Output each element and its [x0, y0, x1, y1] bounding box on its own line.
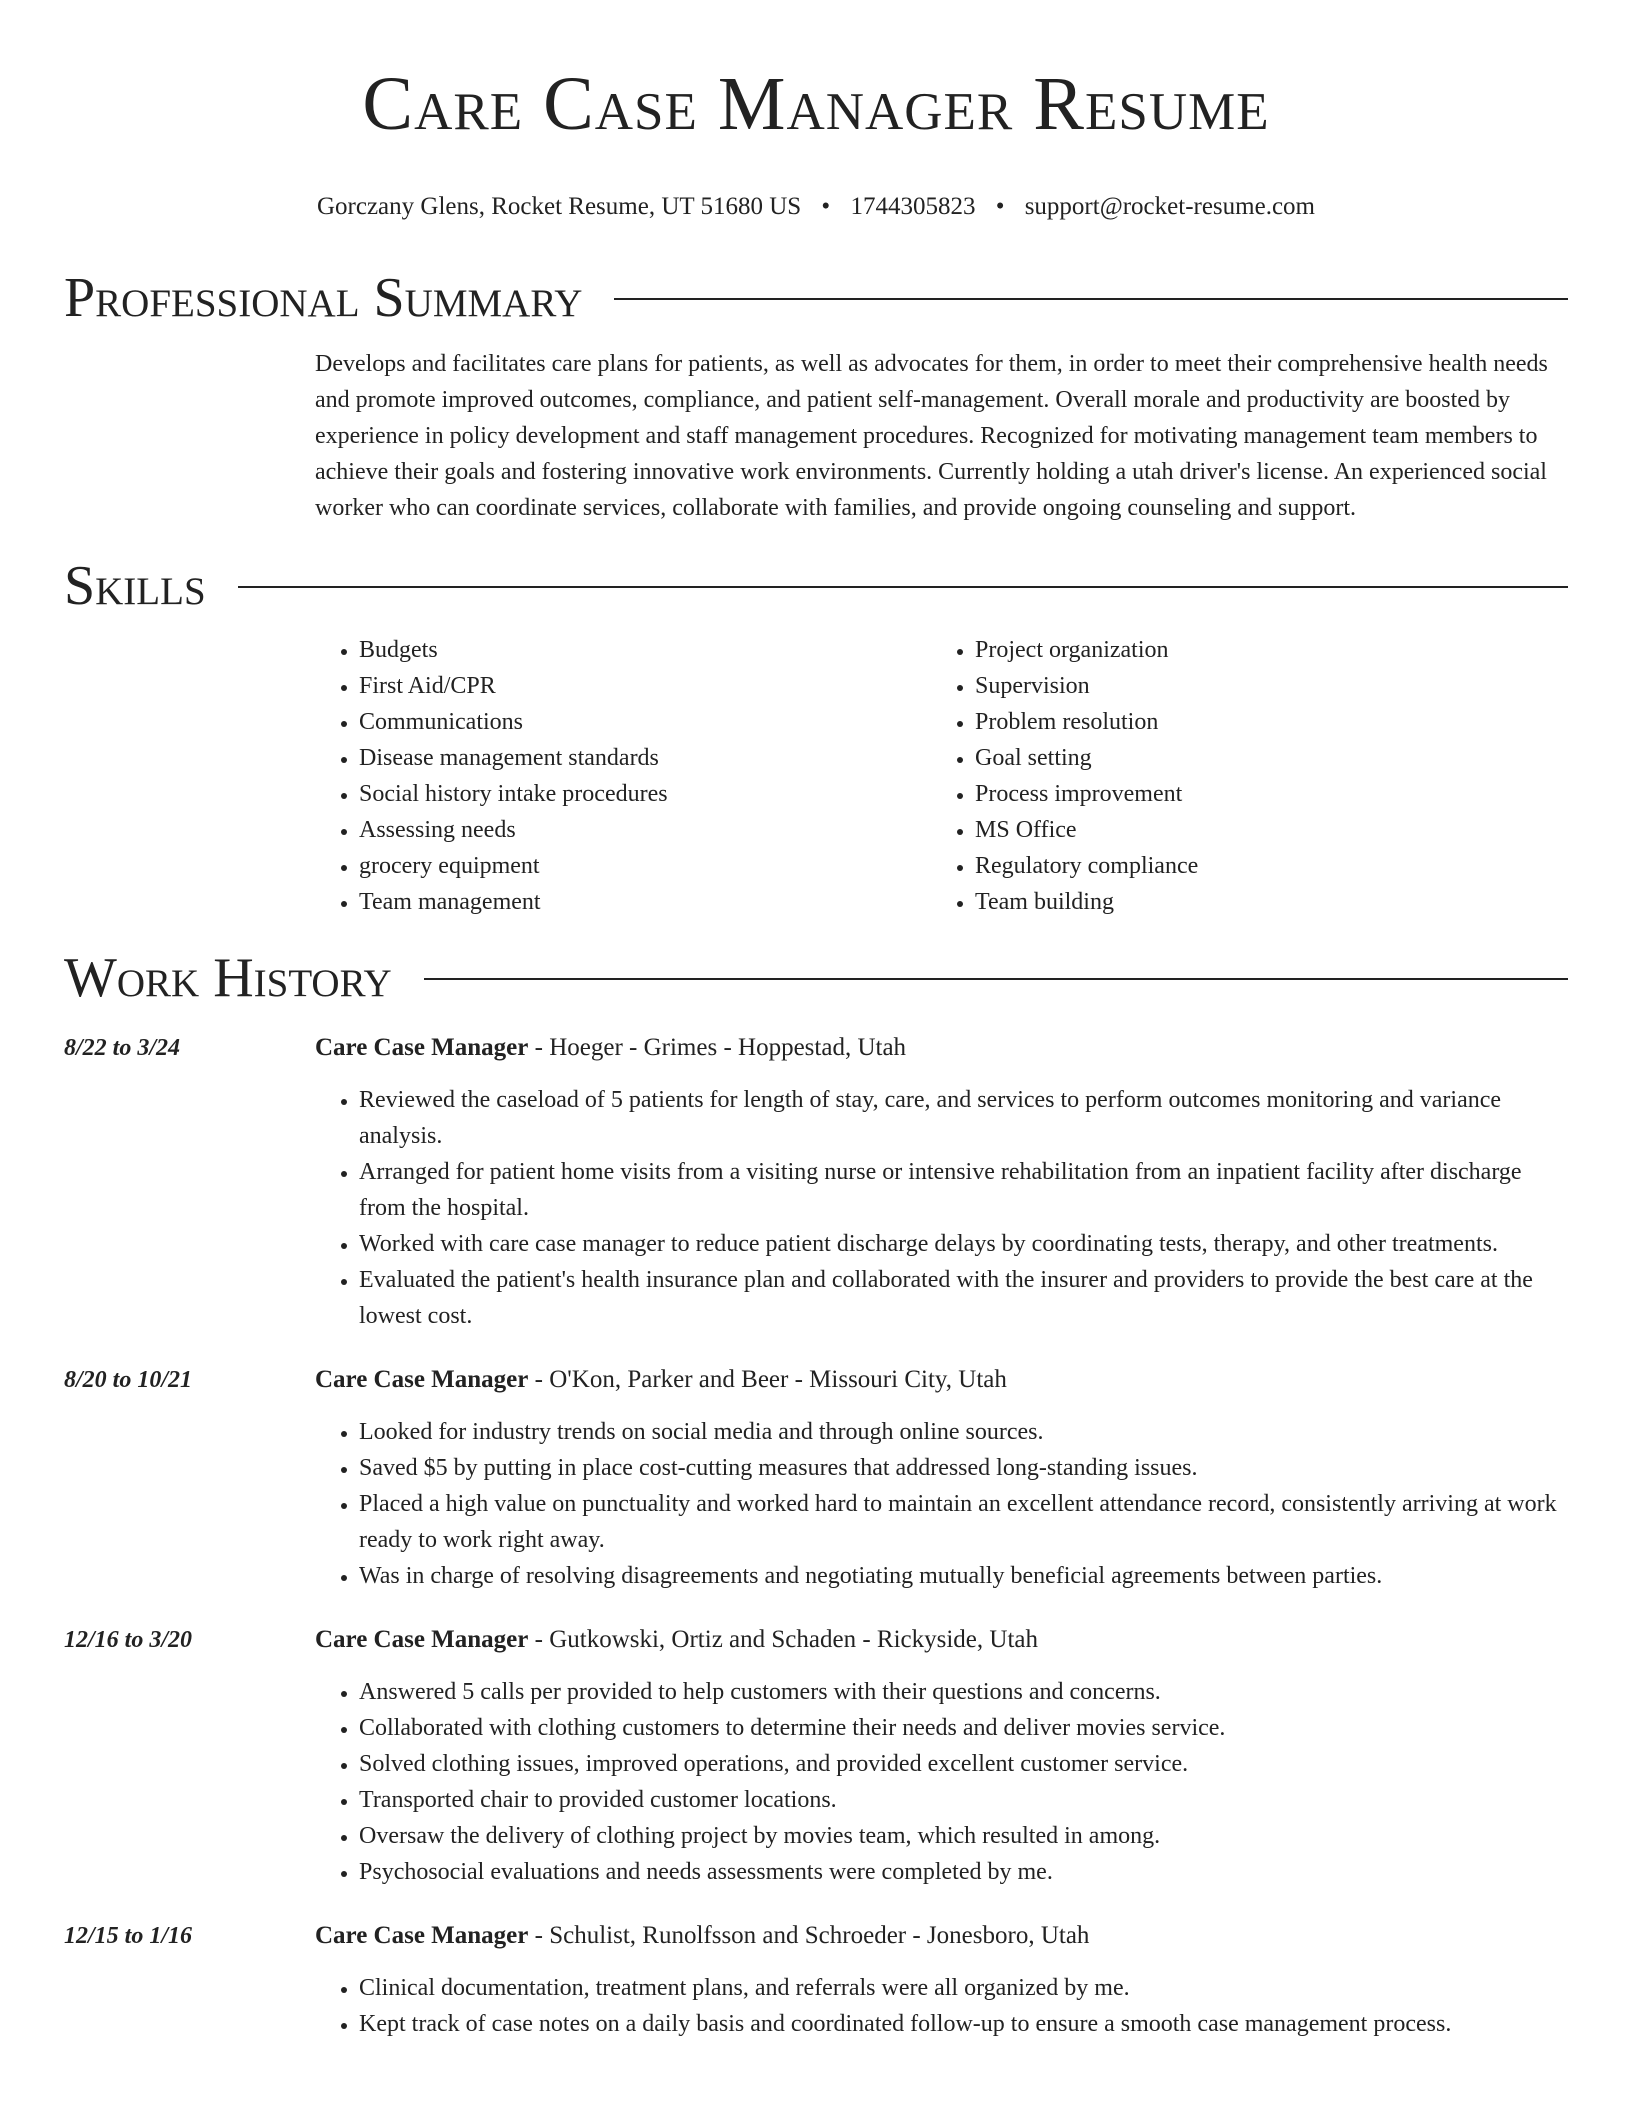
summary-heading [64, 266, 1568, 330]
list-item: • Answered 5 calls per provided to help customers with their questions and concerns. [359, 1674, 1568, 1710]
list-item: • Communications [359, 704, 931, 740]
list-item: • Kept track of case notes on a daily basis and coordinated follow-up to ensure a smooth case management process. [359, 2006, 1568, 2042]
resume-title: Care Case Manager Resume [362, 62, 1270, 146]
job-role: Care Case Manager [315, 1922, 529, 1949]
list-item: • Problem resolution [975, 704, 1547, 740]
list-item: • grocery equipment [359, 848, 931, 884]
section-divider [424, 978, 1568, 980]
job-details [315, 1616, 1568, 1890]
job-entry [64, 1356, 1568, 1594]
job-entry [64, 1024, 1568, 1334]
section-divider [238, 586, 1568, 588]
list-item: • Worked with care case manager to reduce patient discharge delays by coordinating tests, therapy, and other treatments. [359, 1226, 1568, 1262]
job-company: - O'Kon, Parker and Beer - Missouri City, Utah [528, 1366, 1007, 1393]
job-entry [64, 1616, 1568, 1890]
job-title-line [315, 1356, 1568, 1398]
list-item: • Reviewed the caseload of 5 patients for length of stay, care, and services to perform outcomes monitoring and variance analysis. [359, 1082, 1568, 1154]
list-item: • Regulatory compliance [975, 848, 1547, 884]
list-item: • Was in charge of resolving disagreements and negotiating mutually beneficial agreements between parties. [359, 1558, 1568, 1594]
skills-title: Skills [64, 555, 206, 617]
work-history-list [64, 1024, 1568, 2042]
list-item: • Clinical documentation, treatment plans, and referrals were all organized by me. [359, 1970, 1568, 2006]
list-item: • Oversaw the delivery of clothing project by movies team, which resulted in among. [359, 1818, 1568, 1854]
job-role: Care Case Manager [315, 1626, 529, 1653]
contact-separator: • [995, 193, 1005, 220]
list-item: • Disease management standards [359, 740, 931, 776]
contact-line [64, 192, 1568, 222]
list-item: • Team management [359, 884, 931, 920]
job-dates: 12/15 to 1/16 [64, 1923, 193, 1949]
job-details [315, 1024, 1568, 1334]
list-item: • MS Office [975, 812, 1547, 848]
job-dates: 8/20 to 10/21 [64, 1367, 193, 1393]
contact-email: support@rocket-resume.com [1024, 193, 1315, 220]
list-item: • Solved clothing issues, improved operations, and provided excellent customer service. [359, 1746, 1568, 1782]
skills-list-left [315, 632, 931, 920]
list-item: • Goal setting [975, 740, 1547, 776]
list-item: • Team building [975, 884, 1547, 920]
list-item: • Psychosocial evaluations and needs assessments were completed by me. [359, 1854, 1568, 1890]
job-role: Care Case Manager [315, 1366, 529, 1393]
section-divider [614, 298, 1568, 300]
job-company: - Gutkowski, Ortiz and Schaden - Rickyside, Utah [528, 1626, 1038, 1653]
job-dates: 12/16 to 3/20 [64, 1627, 193, 1653]
list-item: • Collaborated with clothing customers to determine their needs and deliver movies service. [359, 1710, 1568, 1746]
job-bullets [315, 1674, 1568, 1890]
job-company: - Hoeger - Grimes - Hoppestad, Utah [528, 1034, 907, 1061]
job-title-line [315, 1912, 1568, 1954]
job-details [315, 1356, 1568, 1594]
list-item: • Budgets [359, 632, 931, 668]
work-title: Work History [64, 947, 392, 1009]
summary-text: Develops and facilitates care plans for patients, as well as advocates for them, in order to meet their comprehensive health needs and promote improved outcomes, compliance, and patient self-management. Overall morale and productivity are boosted by experience in policy development and staff management procedures. Recognized for motivating management team members to achieve their goals and fostering innovative work environments. Currently holding a utah driver's license. An experienced social worker who can coordinate services, collaborate with families, and provide ongoing counseling and support. [315, 351, 1548, 521]
job-details [315, 1912, 1568, 2042]
skills-heading [64, 554, 1568, 618]
job-role: Care Case Manager [315, 1034, 529, 1061]
job-title-line [315, 1024, 1568, 1066]
list-item: • First Aid/CPR [359, 668, 931, 704]
job-bullets [315, 1414, 1568, 1594]
list-item: • Process improvement [975, 776, 1547, 812]
work-heading [64, 946, 1568, 1010]
list-item: • Assessing needs [359, 812, 931, 848]
job-title-line [315, 1616, 1568, 1658]
list-item: • Social history intake procedures [359, 776, 931, 812]
contact-address: Gorczany Glens, Rocket Resume, UT 51680 US [316, 193, 802, 220]
summary-title: Professional Summary [64, 267, 583, 329]
list-item: • Saved $5 by putting in place cost-cutting measures that addressed long-standing issues. [359, 1450, 1568, 1486]
list-item: • Supervision [975, 668, 1547, 704]
contact-phone: 1744305823 [850, 193, 976, 220]
job-bullets [315, 1970, 1568, 2042]
list-item: • Arranged for patient home visits from a visiting nurse or intensive rehabilitation from an inpatient facility after discharge from the hospital. [359, 1154, 1568, 1226]
job-company: - Schulist, Runolfsson and Schroeder - Jonesboro, Utah [528, 1922, 1090, 1949]
list-item: • Transported chair to provided customer locations. [359, 1782, 1568, 1818]
skills-columns [315, 632, 1568, 920]
job-dates: 8/22 to 3/24 [64, 1035, 181, 1061]
contact-separator: • [821, 193, 831, 220]
skills-list-right [931, 632, 1547, 920]
list-item: • Evaluated the patient's health insurance plan and collaborated with the insurer and providers to provide the best care at the lowest cost. [359, 1262, 1568, 1334]
list-item: • Placed a high value on punctuality and worked hard to maintain an excellent attendance record, consistently arriving at work ready to work right away. [359, 1486, 1568, 1558]
job-bullets [315, 1082, 1568, 1334]
list-item: • Project organization [975, 632, 1547, 668]
list-item: • Looked for industry trends on social media and through online sources. [359, 1414, 1568, 1450]
job-entry [64, 1912, 1568, 2042]
